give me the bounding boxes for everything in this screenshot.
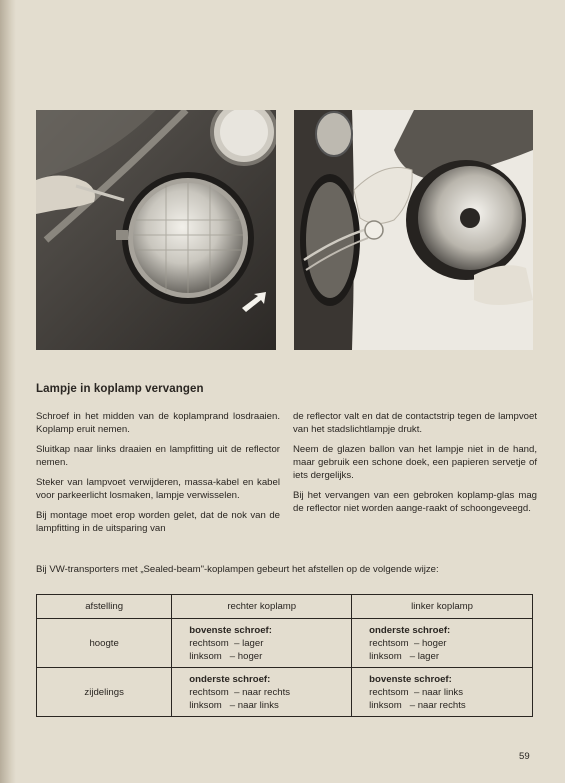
paragraph: Sluitkap naar links draaien en lampfitting uit de reflector nemen. [36,444,280,468]
cell-line: linksom – lager [369,651,440,662]
text-column-left [36,410,280,542]
cell-line: linksom – naar rechts [369,700,466,711]
text-column-right [293,410,537,522]
photo-headlamp-screw [36,110,276,350]
table-row [37,619,533,668]
paragraph: Bij het vervangen van een gebroken koplamp-glas mag de reflector niet worden aange-raakt of schoongeveegd. [293,490,537,514]
paragraph: Bij montage moet erop worden gelet, dat de nok van de lampfitting in de uitsparing van [36,510,280,534]
table-cell [172,668,352,717]
cell-line: rechtsom – lager [189,638,264,649]
column-header: linker koplamp [352,595,533,619]
cell-line: rechtsom – naar links [369,687,464,698]
page-number: 59 [519,751,530,762]
row-label: zijdelings [37,668,172,717]
photo-reflector-removal [294,110,533,350]
screw-label: onderste schroef: [189,674,271,685]
row-label: hoogte [37,619,172,668]
table-cell [172,619,352,668]
column-header: rechter koplamp [172,595,352,619]
cell-line: linksom – naar links [189,700,279,711]
paragraph: Schroef in het midden van de koplamprand losdraaien. Koplamp eruit nemen. [36,411,280,435]
table-cell [352,668,533,717]
table-header-row [37,595,533,619]
table-cell [352,619,533,668]
cell-line: linksom – hoger [189,651,263,662]
screw-label: onderste schroef: [369,625,451,636]
table-intro: Bij VW-transporters met „Sealed-beam"-koplampen gebeurt het afstellen op de volgende wijze: [36,564,439,575]
page-spine-shadow [0,0,16,783]
screw-label: bovenste schroef: [189,625,272,636]
paragraph: Neem de glazen ballon van het lampje niet in de hand, maar gebruik een schone doek, een papieren servetje of iets dergelijks. [293,444,537,481]
section-title: Lampje in koplamp vervangen [36,383,204,395]
cell-line: rechtsom – hoger [369,638,447,649]
paragraph: de reflector valt en dat de contactstrip tegen de lampvoet van het stadslichtlampje drukt. [293,411,537,435]
adjustment-table [36,594,533,717]
column-header: afstelling [37,595,172,619]
cell-line: rechtsom – naar rechts [189,687,291,698]
table-row [37,668,533,717]
screw-label: bovenste schroef: [369,674,452,685]
paragraph: Steker van lampvoet verwijderen, massa-kabel en kabel voor parkeerlicht losmaken, lampje verwisselen. [36,477,280,501]
